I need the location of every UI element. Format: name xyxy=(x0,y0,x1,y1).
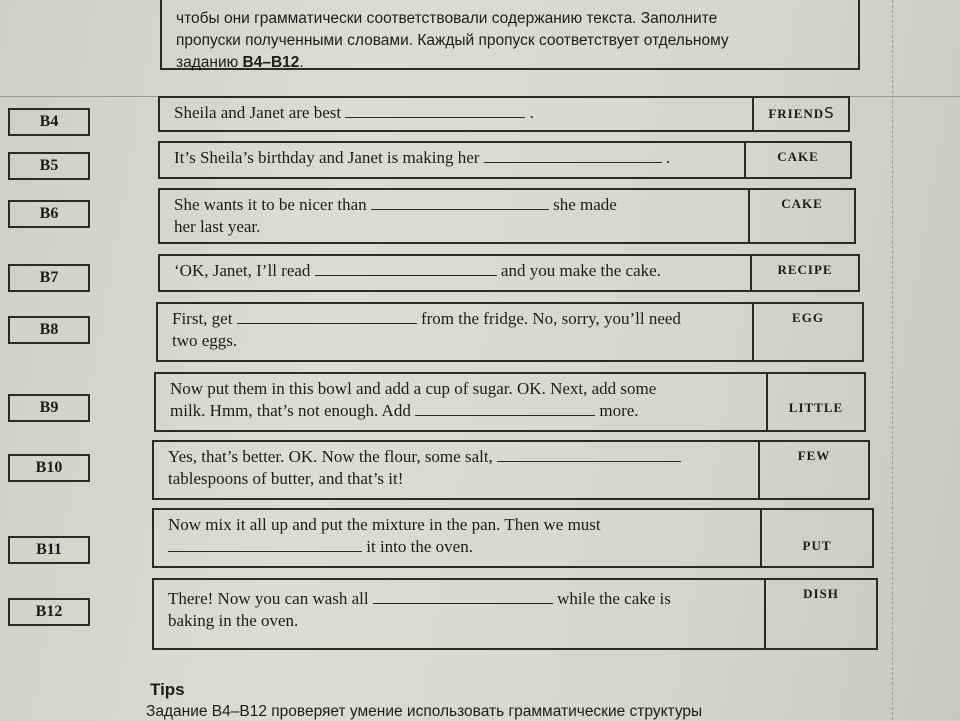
b12-keyword: DISH xyxy=(764,580,876,648)
b5-text-after: . xyxy=(665,148,671,167)
b6-text-before: She wants it to be nicer than xyxy=(174,195,367,214)
b9-text-line-1: Now put them in this bowl and add a cup of sugar. OK. Next, add some xyxy=(170,379,657,398)
task-row-b11 xyxy=(152,508,874,568)
instructions-line-3 xyxy=(176,52,844,74)
task-row-b8 xyxy=(156,302,864,362)
task-label-b6: B6 xyxy=(8,200,90,228)
b6-keyword: CAKE xyxy=(748,190,854,242)
task-label-b4: B4 xyxy=(8,108,90,136)
b9-answer-blank[interactable] xyxy=(415,401,595,416)
task-label-b9: B9 xyxy=(8,394,90,422)
task-text-b7 xyxy=(174,260,661,282)
b7-keyword: RECIPE xyxy=(750,256,858,290)
task-label-b7: B7 xyxy=(8,264,90,292)
task-row-b9 xyxy=(154,372,866,432)
b4-answer-blank[interactable] xyxy=(345,103,525,118)
task-label-b12: B12 xyxy=(8,598,90,626)
b10-answer-blank[interactable] xyxy=(497,447,681,462)
b10-text-before: Yes, that’s better. OK. Now the flour, some salt, xyxy=(168,447,493,466)
task-text-b6 xyxy=(174,194,617,238)
instructions-line-2: пропуски полученными словами. Каждый пропуск соответствует отдельному xyxy=(176,32,729,49)
task-label-b5: B5 xyxy=(8,152,90,180)
b5-text-before: It’s Sheila’s birthday and Janet is making her xyxy=(174,148,480,167)
b5-answer-blank[interactable] xyxy=(484,148,662,163)
instructions-line-3-prefix: заданию xyxy=(176,54,243,71)
b8-text-line-2: two eggs. xyxy=(172,331,238,350)
b12-answer-blank[interactable] xyxy=(373,589,553,604)
task-row-b4 xyxy=(158,96,850,132)
b4-text-after: . xyxy=(529,103,534,122)
b6-answer-blank[interactable] xyxy=(371,195,549,210)
tips-text: Задание B4–B12 проверяет умение использовать грамматические структуры xyxy=(146,703,703,720)
b4-keyword-text: FRIEND xyxy=(768,106,825,121)
task-row-b10 xyxy=(152,440,870,500)
instructions-task-range: B4–B12 xyxy=(242,54,300,71)
b12-text-before: There! Now you can wash all xyxy=(168,589,369,608)
task-text-b8 xyxy=(172,308,681,352)
task-row-b12 xyxy=(152,578,878,650)
b11-answer-blank[interactable] xyxy=(168,537,362,552)
tips-heading: Tips xyxy=(150,680,185,699)
b8-text-before: First, get xyxy=(172,309,233,328)
b8-keyword: EGG xyxy=(752,304,862,360)
instructions-box xyxy=(160,0,860,70)
b9-text-after: more. xyxy=(599,401,639,420)
task-text-b5 xyxy=(174,147,670,169)
task-text-b10 xyxy=(168,446,681,490)
b5-keyword: CAKE xyxy=(744,143,850,177)
b9-keyword: LITTLE xyxy=(766,374,864,430)
b11-keyword: PUT xyxy=(760,510,872,566)
fold-line xyxy=(892,0,893,720)
b11-text-line-1: Now mix it all up and put the mixture in the pan. Then we must xyxy=(168,515,601,534)
instructions-line-3-suffix: . xyxy=(299,54,304,71)
b12-text-line-2: baking in the oven. xyxy=(168,611,299,630)
b9-text-before: milk. Hmm, that’s not enough. Add xyxy=(170,401,411,420)
b6-text-after: she made xyxy=(553,195,617,214)
b7-answer-blank[interactable] xyxy=(315,261,497,276)
b10-keyword: FEW xyxy=(758,442,868,498)
b4-handwritten-s: S xyxy=(824,104,834,122)
task-label-b10: B10 xyxy=(8,454,90,482)
task-text-b12 xyxy=(168,588,671,632)
task-label-b8: B8 xyxy=(8,316,90,344)
task-text-b9 xyxy=(170,378,656,422)
task-row-b6 xyxy=(158,188,856,244)
b10-text-line-2: tablespoons of butter, and that’s it! xyxy=(168,469,404,488)
b4-keyword xyxy=(752,98,848,130)
b7-text-after: and you make the cake. xyxy=(500,261,661,280)
b4-text-before: Sheila and Janet are best xyxy=(174,103,342,122)
task-text-b4 xyxy=(174,102,534,124)
b8-text-after: from the fridge. No, sorry, you’ll need xyxy=(420,309,681,328)
task-row-b5 xyxy=(158,141,852,179)
b7-text-before: ‘OK, Janet, I’ll read xyxy=(174,261,311,280)
task-text-b11 xyxy=(168,514,601,558)
b6-text-line-2: her last year. xyxy=(174,217,261,236)
b8-answer-blank[interactable] xyxy=(237,309,417,324)
b12-text-after: while the cake is xyxy=(557,589,671,608)
instructions-line-1: чтобы они грамматически соответствовали содержанию текста. Заполните xyxy=(176,10,718,27)
b11-text-after: it into the oven. xyxy=(366,537,473,556)
task-row-b7 xyxy=(158,254,860,292)
task-label-b11: B11 xyxy=(8,536,90,564)
